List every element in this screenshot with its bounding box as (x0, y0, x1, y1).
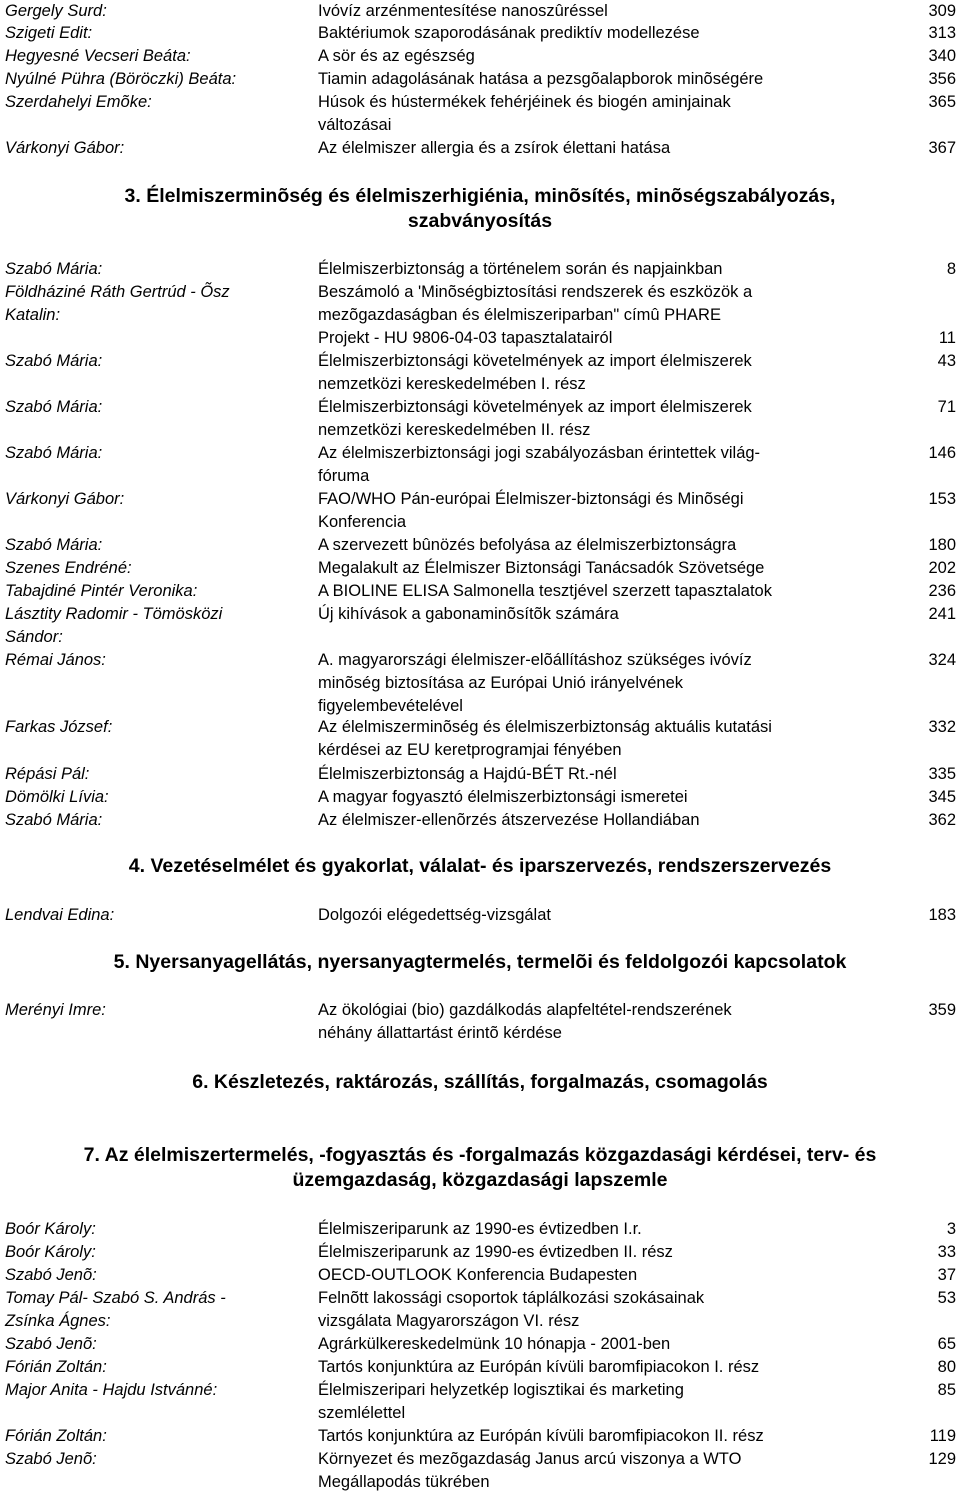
entry-title (318, 786, 878, 809)
entry-title (318, 68, 878, 91)
entry-title-line: szemlélettel (318, 1404, 406, 1422)
entry-page-number: 119 (929, 1427, 956, 1445)
entry-author-line: Tomay Pál- Szabó S. András - (5, 1289, 226, 1307)
entry-author-line: Sándor: (5, 628, 63, 646)
entry-author-line: Szabó Jenõ: (5, 1335, 97, 1353)
entry-author (5, 809, 305, 832)
section-heading (0, 184, 960, 234)
entry-author-line: Szabó Mária: (5, 398, 103, 416)
entry-author (5, 1333, 305, 1356)
entry-page-number: 65 (937, 1335, 956, 1353)
entry-author (5, 786, 305, 809)
entry-title-line: Megalakult az Élelmiszer Biztonsági Tanácsadók Szövetsége (318, 559, 765, 577)
entry-title-line: Baktériumok szaporodásának prediktív modellezése (318, 24, 700, 42)
entry-author (5, 580, 305, 603)
entry-author (5, 396, 305, 419)
entry-author-line: Várkonyi Gábor: (5, 139, 125, 157)
entry-author (5, 1425, 305, 1448)
entry-page-number: 71 (937, 398, 956, 416)
entry-page-number: 356 (928, 70, 956, 88)
entry-title-line: Az élelmiszerbiztonsági jogi szabályozásban érintettek világ- (318, 444, 761, 462)
entry-author (5, 1379, 305, 1402)
entry-author-line: Fórián Zoltán: (5, 1358, 107, 1376)
entry-title-line: Tiamin adagolásának hatása a pezsgõalapborok minõségére (318, 70, 764, 88)
entry-author (5, 0, 305, 23)
entry-title-line: A. magyarországi élelmiszer-elõállításhoz szükséges ivóvíz (318, 651, 752, 669)
entry-page-number: 202 (928, 559, 956, 577)
entry-author-line: Szigeti Edit: (5, 24, 93, 42)
entry-title-line: mezõgazdaságban és élelmiszeriparban" címû PHARE (318, 306, 721, 324)
entry-author (5, 1264, 305, 1287)
entry-author (5, 1356, 305, 1379)
entry-title-line: Ivóvíz arzénmentesítése nanoszûréssel (318, 2, 608, 20)
entry-title-line: Élelmiszerbiztonsági követelmények az import élelmiszerek (318, 398, 752, 416)
entry-title-line: változásai (318, 116, 392, 134)
entry-title (318, 557, 878, 580)
entry-author-line: Szabó Mária: (5, 536, 103, 554)
entry-title (318, 488, 878, 534)
entry-title (318, 809, 878, 832)
entry-title-line: Konferencia (318, 513, 407, 531)
entry-author (5, 22, 305, 45)
entry-author-line: Boór Károly: (5, 1243, 96, 1261)
entry-title (318, 1425, 878, 1448)
section-heading-line: üzemgazdaság, közgazdasági lapszemle (292, 1169, 668, 1191)
section-heading-line: 3. Élelmiszerminõség és élelmiszerhigiénia, minõsítés, minõségszabályozás, (124, 185, 836, 207)
entry-title (318, 258, 878, 281)
entry-page-number: 365 (928, 93, 956, 111)
entry-title (318, 603, 878, 626)
entry-author (5, 1448, 305, 1471)
entry-author-line: Szenes Endréné: (5, 559, 132, 577)
entry-title-line: Az élelmiszerminõség és élelmiszerbiztonság aktuális kutatási (318, 718, 772, 736)
entry-page-number: 340 (928, 47, 956, 65)
entry-author-line: Katalin: (5, 306, 61, 324)
entry-title (318, 1241, 878, 1264)
entry-title-line: Agrárkülkereskedelmünk 10 hónapja - 2001-ben (318, 1335, 671, 1353)
entry-page-number: 183 (928, 906, 956, 924)
entry-title (318, 396, 878, 442)
entry-page-number: 80 (937, 1358, 956, 1376)
section-heading (0, 1143, 960, 1193)
entry-title-line: figyelembevételével (318, 697, 463, 715)
entry-page-number: 180 (928, 536, 956, 554)
entry-title-line: nemzetközi kereskedelmében II. rész (318, 421, 591, 439)
entry-title-line: vizsgálata Magyarországon VI. rész (318, 1312, 580, 1330)
entry-title-line: minõség biztosítása az Európai Unió irányelvének (318, 674, 684, 692)
entry-title (318, 91, 878, 137)
entry-title (318, 763, 878, 786)
entry-title-line: Felnõtt lakossági csoportok táplálkozási szokásainak (318, 1289, 705, 1307)
entry-author (5, 716, 305, 739)
entry-title (318, 580, 878, 603)
entry-page-number: 241 (928, 605, 956, 623)
entry-title (318, 1448, 878, 1494)
section-heading-line: 7. Az élelmiszertermelés, -fogyasztás és -forgalmazás közgazdasági kérdései, terv- és (83, 1144, 877, 1166)
entry-author (5, 603, 305, 649)
entry-title (318, 1333, 878, 1356)
entry-author (5, 488, 305, 511)
entry-title-line: Élelmiszerbiztonsági követelmények az import élelmiszerek (318, 352, 752, 370)
entry-title (318, 137, 878, 160)
entry-author-line: Rémai János: (5, 651, 106, 669)
entry-page-number: 359 (928, 1001, 956, 1019)
entry-author (5, 763, 305, 786)
entry-author (5, 649, 305, 672)
entry-page-number: 129 (928, 1450, 956, 1468)
entry-author-line: Major Anita - Hajdu Istvánné: (5, 1381, 218, 1399)
entry-author-line: Merényi Imre: (5, 1001, 106, 1019)
entry-title (318, 1379, 878, 1425)
entry-author-line: Gergely Surd: (5, 2, 107, 20)
section-heading (0, 950, 960, 975)
entry-title-line: Projekt - HU 9806-04-03 tapasztalatairól (318, 329, 613, 347)
entry-author (5, 137, 305, 160)
entry-author-line: Nyúlné Pühra (Böröczki) Beáta: (5, 70, 237, 88)
section-heading (0, 854, 960, 879)
entry-title-line: Élelmiszerbiztonság a Hajdú-BÉT Rt.-nél (318, 765, 617, 783)
entry-page-number: 3 (946, 1220, 956, 1238)
entry-title-line: Élelmiszerbiztonság a történelem során és napjainkban (318, 260, 723, 278)
entry-title-line: néhány állattartást érintõ kérdése (318, 1024, 562, 1042)
entry-author (5, 91, 305, 114)
section-heading-line: 5. Nyersanyagellátás, nyersanyagtermelés, termelõi és feldolgozói kapcsolatok (113, 951, 847, 973)
entry-title-line: Tartós konjunktúra az Európán kívüli baromfipiacokon I. rész (318, 1358, 760, 1376)
entry-author-line: Szabó Mária: (5, 260, 103, 278)
entry-author-line: Szabó Mária: (5, 352, 103, 370)
entry-author (5, 1218, 305, 1241)
entry-title-line: fóruma (318, 467, 370, 485)
entry-author (5, 442, 305, 465)
entry-title-line: Új kihívások a gabonaminõsítõk számára (318, 605, 619, 623)
entry-author-line: Fórián Zoltán: (5, 1427, 107, 1445)
entry-title-line: Dolgozói elégedettség-vizsgálat (318, 906, 551, 924)
section-heading-line: szabványosítás (407, 210, 553, 232)
entry-title-line: kérdései az EU keretprogramjai fényében (318, 741, 622, 759)
entry-author-line: Szabó Jenõ: (5, 1266, 97, 1284)
entry-title-line: Húsok és hústermékek fehérjéinek és biogén aminjainak (318, 93, 731, 111)
entry-author-line: Répási Pál: (5, 765, 90, 783)
entry-author-line: Szabó Jenõ: (5, 1450, 97, 1468)
entry-author-line: Szabó Mária: (5, 444, 103, 462)
entry-title (318, 999, 878, 1045)
entry-title (318, 0, 878, 23)
entry-author (5, 557, 305, 580)
section-heading-line: 4. Vezetéselmélet és gyakorlat, válalat- és iparszervezés, rendszerszervezés (128, 855, 832, 877)
entry-title-line: Az élelmiszer allergia és a zsírok élettani hatása (318, 139, 671, 157)
entry-title (318, 716, 878, 762)
entry-title-line: Élelmiszeripari helyzetkép logisztikai és marketing (318, 1381, 684, 1399)
entry-title-line: Beszámoló a 'Minõségbiztosítási rendszerek és eszközök a (318, 283, 753, 301)
entry-author (5, 1287, 305, 1333)
entry-title-line: A BIOLINE ELISA Salmonella tesztjével szerzett tapasztalatok (318, 582, 772, 600)
entry-page-number: 367 (928, 139, 956, 157)
entry-author-line: Szerdahelyi Emõke: (5, 93, 152, 111)
entry-author-line: Zsínka Ágnes: (5, 1312, 111, 1330)
entry-title (318, 350, 878, 396)
section-heading-line: 6. Készletezés, raktározás, szállítás, forgalmazás, csomagolás (192, 1071, 768, 1093)
entry-title (318, 1287, 878, 1333)
entry-author-line: Hegyesné Vecseri Beáta: (5, 47, 191, 65)
entry-title (318, 22, 878, 45)
entry-author (5, 534, 305, 557)
entry-title-line: A magyar fogyasztó élelmiszerbiztonsági ismeretei (318, 788, 688, 806)
entry-title-line: Az élelmiszer-ellenõrzés átszervezése Hollandiában (318, 811, 700, 829)
entry-author (5, 45, 305, 68)
entry-title (318, 1218, 878, 1241)
entry-author (5, 350, 305, 373)
section-heading (0, 1070, 960, 1095)
entry-page-number: 309 (928, 2, 956, 20)
entry-title (318, 1264, 878, 1287)
entry-author (5, 999, 305, 1022)
entry-title-line: Az ökológiai (bio) gazdálkodás alapfeltétel-rendszerének (318, 1001, 732, 1019)
entry-title-line: Élelmiszeriparunk az 1990-es évtizedben I.r. (318, 1220, 642, 1238)
entry-author-line: Boór Károly: (5, 1220, 96, 1238)
entry-author (5, 904, 305, 927)
entry-page-number: 85 (937, 1381, 956, 1399)
entry-title (318, 904, 878, 927)
entry-page-number: 37 (937, 1266, 956, 1284)
entry-author-line: Farkas József: (5, 718, 113, 736)
entry-page-number: 146 (928, 444, 956, 462)
entry-page-number: 8 (946, 260, 956, 278)
entry-page-number: 332 (928, 718, 956, 736)
entry-author-line: Szabó Mária: (5, 811, 103, 829)
entry-title (318, 534, 878, 557)
entry-page-number: 153 (928, 490, 956, 508)
entry-author-line: Tabajdiné Pintér Veronika: (5, 582, 198, 600)
entry-title (318, 281, 878, 350)
entry-title-line: nemzetközi kereskedelmében I. rész (318, 375, 586, 393)
entry-author-line: Lásztity Radomir - Tömösközi (5, 605, 223, 623)
entry-title (318, 45, 878, 68)
entry-page-number: 43 (937, 352, 956, 370)
entry-author (5, 1241, 305, 1264)
entry-author-line: Lendvai Edina: (5, 906, 115, 924)
entry-title (318, 649, 878, 718)
entry-title-line: Környezet és mezõgazdaság Janus arcú viszonya a WTO (318, 1450, 742, 1468)
entry-author (5, 281, 305, 327)
entry-title-line: Élelmiszeriparunk az 1990-es évtizedben II. rész (318, 1243, 673, 1261)
entry-title-line: Megállapodás tükrében (318, 1473, 490, 1491)
entry-page-number: 11 (938, 329, 956, 347)
entry-author (5, 68, 305, 91)
entry-author (5, 258, 305, 281)
entry-author-line: Várkonyi Gábor: (5, 490, 125, 508)
entry-author-line: Dömölki Lívia: (5, 788, 109, 806)
entry-page-number: 345 (928, 788, 956, 806)
entry-title (318, 442, 878, 488)
entry-page-number: 33 (937, 1243, 956, 1261)
entry-page-number: 335 (928, 765, 956, 783)
entry-page-number: 313 (928, 24, 956, 42)
entry-title (318, 1356, 878, 1379)
entry-title-line: Tartós konjunktúra az Európán kívüli baromfipiacokon II. rész (318, 1427, 764, 1445)
entry-title-line: OECD-OUTLOOK Konferencia Budapesten (318, 1266, 638, 1284)
entry-page-number: 53 (937, 1289, 956, 1307)
entry-title-line: A sör és az egészség (318, 47, 475, 65)
entry-title-line: FAO/WHO Pán-európai Élelmiszer-biztonsági és Minõségi (318, 490, 744, 508)
entry-author-line: Földháziné Ráth Gertrúd - Õsz (5, 283, 230, 301)
entry-page-number: 362 (928, 811, 956, 829)
entry-page-number: 324 (928, 651, 956, 669)
entry-page-number: 236 (928, 582, 956, 600)
entry-title-line: A szervezett bûnözés befolyása az élelmiszerbiztonságra (318, 536, 737, 554)
